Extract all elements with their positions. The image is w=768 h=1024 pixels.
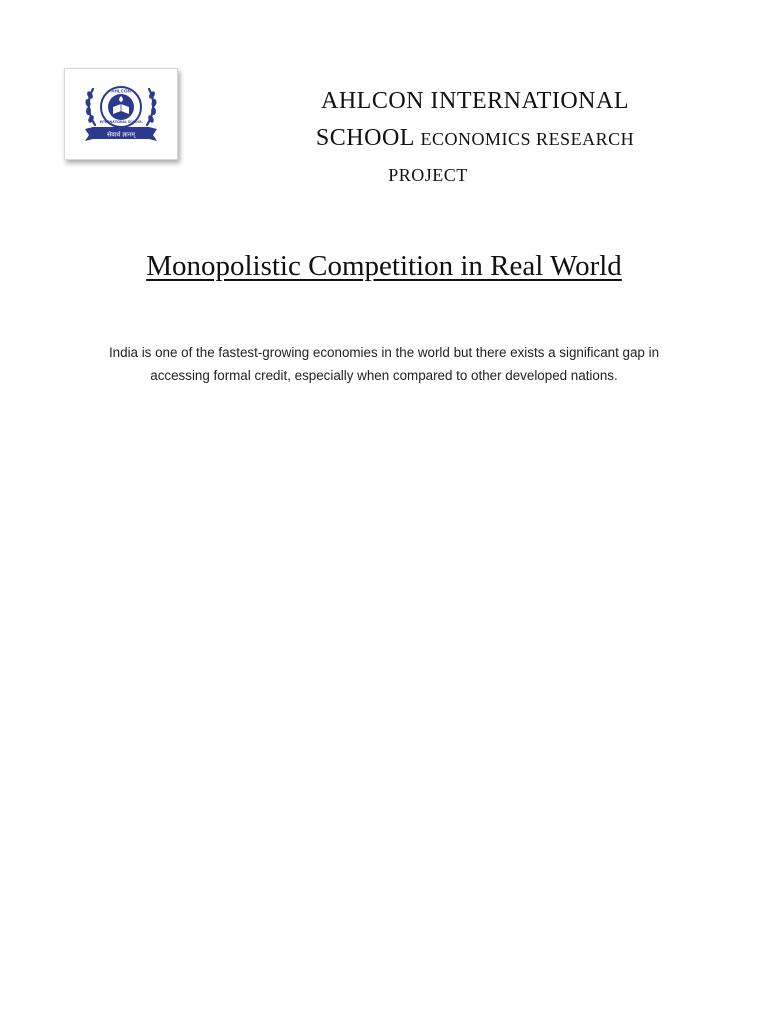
project-word: PROJECT [388,165,468,185]
school-name-line2 [260,118,690,159]
school-name-word: SCHOOL [315,125,415,151]
logo-ring-text: INTERNATIONAL SCHOOL [99,120,143,124]
project-type-text: ECONOMICS RESEARCH [420,129,635,149]
document-title: Monopolistic Competition in Real World [146,250,622,282]
logo-banner-text: सेवार्थ ज्ञानम् [107,131,135,139]
document-body-paragraph: India is one of the fastest-growing economies in the world but there exists a significant gap in accessing formal credit, especially when compared to other developed nations. [108,345,660,383]
school-header [260,84,690,190]
school-name-line1: AHLCON INTERNATIONAL [321,88,629,114]
school-emblem-icon [65,69,177,159]
school-logo [64,68,178,160]
logo-emblem-top-text: AHLCON [111,88,131,94]
school-name-line3 [213,159,643,190]
